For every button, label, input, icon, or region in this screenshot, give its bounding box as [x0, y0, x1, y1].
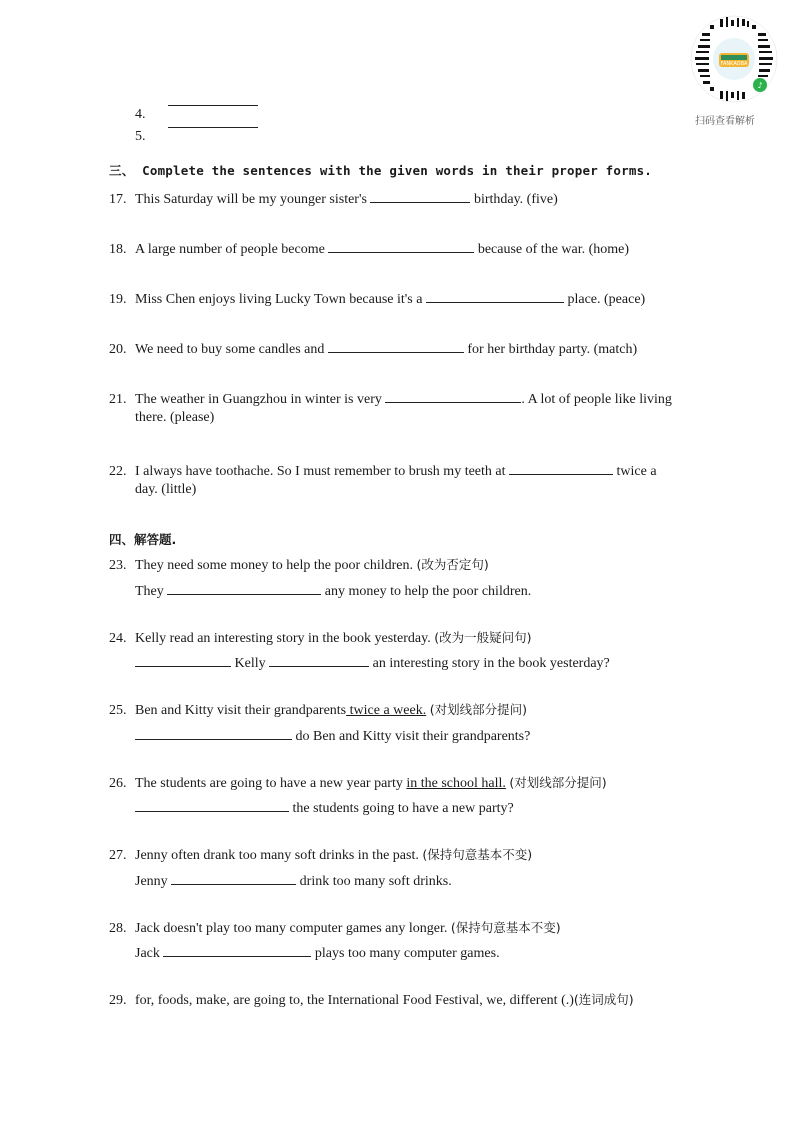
- instruction-note: (保持句意基本不变): [450, 920, 561, 935]
- section3-heading: 三、 Complete the sentences with the given words in their proper forms.: [109, 163, 653, 178]
- question-29: [109, 990, 634, 1009]
- question-23: [109, 555, 489, 574]
- question-19: [109, 288, 645, 308]
- question-text-after: . A lot of people like living: [521, 392, 672, 407]
- question-number: 29.: [109, 993, 127, 1008]
- answer-suffix: do Ben and Kitty visit their grandparents?: [295, 729, 531, 744]
- answer-26: [135, 797, 514, 817]
- question-text: A large number of people become: [135, 242, 325, 257]
- answer-blank[interactable]: [426, 288, 564, 303]
- answer-blank[interactable]: [328, 338, 464, 353]
- section4-heading: 四、解答题.: [109, 532, 177, 547]
- question-number: 21.: [109, 392, 127, 407]
- answer-mid: Kelly: [234, 656, 266, 671]
- question-text: This Saturday will be my younger sister's: [135, 192, 367, 207]
- question-number: 18.: [109, 242, 127, 257]
- question-text: The students are going to have a new year party: [135, 776, 403, 791]
- question-text: Miss Chen enjoys living Lucky Town because it's a: [135, 292, 423, 307]
- question-text: They need some money to help the poor children.: [135, 558, 413, 573]
- question-24: [109, 628, 532, 647]
- question-22-line2: day. (little): [135, 482, 197, 497]
- answer-blank[interactable]: [509, 460, 613, 475]
- question-text-after: twice a: [616, 464, 657, 479]
- answer-blank[interactable]: [328, 238, 474, 253]
- question-text: Ben and Kitty visit their grandparents: [135, 703, 347, 718]
- answer-blank[interactable]: [135, 652, 231, 667]
- question-26: [109, 773, 607, 792]
- answer-suffix: any money to help the poor children.: [324, 584, 532, 599]
- answer-prefix: Jack: [135, 946, 160, 961]
- answer-24: [135, 652, 610, 672]
- question-text-after: because of the war. (home): [477, 242, 630, 257]
- question-text-after: birthday. (five): [473, 192, 558, 207]
- question-21: [109, 388, 672, 408]
- question-text-after: for her birthday party. (match): [467, 342, 638, 357]
- answer-blank[interactable]: [135, 725, 292, 740]
- answer-suffix: drink too many soft drinks.: [299, 874, 452, 889]
- instruction-note: (保持句意基本不变): [422, 847, 533, 862]
- underlined-phrase: in the school hall.: [406, 776, 506, 791]
- question-28: [109, 918, 561, 937]
- qr-caption: 扫码查看解析: [695, 116, 755, 127]
- instruction-note: (改为否定句): [416, 557, 489, 572]
- question-text: Jenny often drank too many soft drinks in the past.: [135, 848, 419, 863]
- question-text: We need to buy some candles and: [135, 342, 325, 357]
- qr-code: [690, 15, 778, 103]
- answer-23: [135, 580, 531, 600]
- question-27: [109, 845, 532, 864]
- question-number: 22.: [109, 464, 127, 479]
- answer-prefix: They: [135, 584, 164, 599]
- answer-blank[interactable]: [135, 797, 289, 812]
- question-number: 25.: [109, 703, 127, 718]
- question-number: 27.: [109, 848, 127, 863]
- question-number: 26.: [109, 776, 127, 791]
- instruction-note: (连词成句): [573, 992, 634, 1007]
- prev-item-5-num: 5.: [135, 129, 146, 144]
- question-number: 23.: [109, 558, 127, 573]
- answer-blank[interactable]: [269, 652, 369, 667]
- svg-text:♪: ♪: [757, 81, 763, 90]
- instruction-note: (改为一般疑问句): [434, 630, 532, 645]
- answer-28: [135, 942, 500, 962]
- question-17: [109, 188, 558, 208]
- svg-text:FANKAOBA: FANKAOBA: [720, 61, 748, 67]
- question-20: [109, 338, 637, 358]
- answer-25: [135, 725, 530, 745]
- answer-blank-3[interactable]: [168, 91, 258, 106]
- question-text: Jack doesn't play too many computer games any longer.: [135, 921, 448, 936]
- question-18: [109, 238, 629, 258]
- instruction-note: (对划线部分提问): [429, 702, 527, 717]
- question-25: [109, 700, 527, 719]
- prev-item-4: [135, 107, 146, 123]
- question-text: for, foods, make, are going to, the International Food Festival, we, different (.): [135, 993, 574, 1008]
- prev-item-5: [135, 129, 146, 145]
- question-text: I always have toothache. So I must remember to brush my teeth at: [135, 464, 506, 479]
- answer-blank[interactable]: [163, 942, 311, 957]
- question-text: The weather in Guangzhou in winter is very: [135, 392, 382, 407]
- prev-item-4-num: 4.: [135, 107, 146, 122]
- question-number: 19.: [109, 292, 127, 307]
- answer-suffix: the students going to have a new party?: [292, 801, 514, 816]
- answer-27: [135, 870, 452, 890]
- question-number: 28.: [109, 921, 127, 936]
- answer-suffix: plays too many computer games.: [314, 946, 500, 961]
- answer-blank[interactable]: [370, 188, 470, 203]
- answer-suffix: an interesting story in the book yesterday?: [372, 656, 610, 671]
- question-text-after: place. (peace): [567, 292, 646, 307]
- instruction-note: (对划线部分提问): [509, 775, 607, 790]
- question-number: 17.: [109, 192, 127, 207]
- answer-prefix: Jenny: [135, 874, 168, 889]
- answer-blank-4[interactable]: [168, 113, 258, 128]
- underlined-phrase: twice a week.: [346, 703, 427, 718]
- question-22: [109, 460, 657, 480]
- question-text: Kelly read an interesting story in the book yesterday.: [135, 631, 431, 646]
- question-number: 24.: [109, 631, 127, 646]
- answer-blank[interactable]: [171, 870, 296, 885]
- answer-blank[interactable]: [385, 388, 521, 403]
- question-21-line2: there. (please): [135, 410, 215, 425]
- question-number: 20.: [109, 342, 127, 357]
- answer-blank[interactable]: [167, 580, 321, 595]
